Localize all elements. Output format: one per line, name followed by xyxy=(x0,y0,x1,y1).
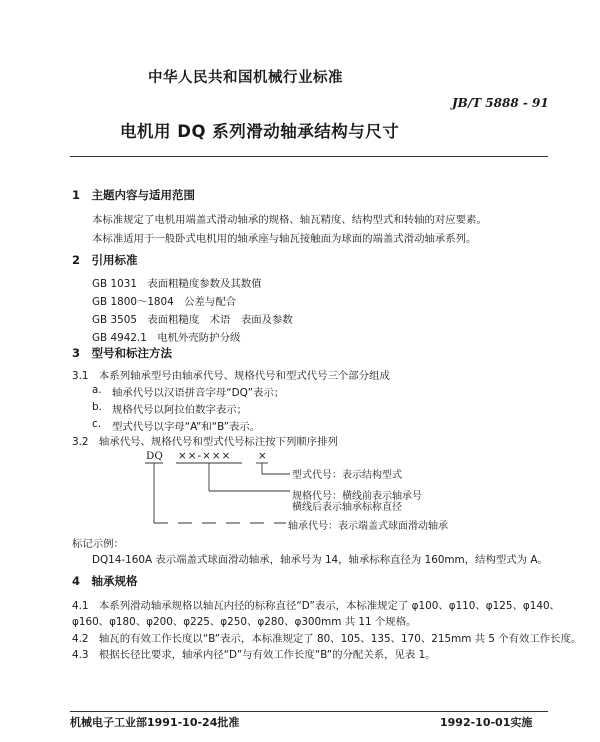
list-item-label: a. xyxy=(92,384,102,396)
clause-3-1: 3.1 本系列轴承型号由轴承代号、规格代号和型式代号三个部分组成 xyxy=(72,370,390,382)
list-item-text: 轴承代号以汉语拼音字母“DQ”表示； xyxy=(112,387,285,399)
list-item-text: 规格代号以阿拉伯数字表示； xyxy=(112,404,248,416)
footer-rule xyxy=(70,711,548,712)
section-2-heading: 2 引用标准 xyxy=(72,253,138,267)
reference-item: GB 3505 表面粗糙度 术语 表面及参数 xyxy=(92,314,293,326)
clause-3-2: 3.2 轴承代号、规格代号和型式代号标注按下列顺序排列 xyxy=(72,436,338,448)
list-item-text: 型式代号以字母“A”和“B”表示。 xyxy=(112,421,261,433)
diagram-bearing-label: 轴承代号：表示端盖式球面滑动轴承 xyxy=(288,521,448,532)
list-item-label: b. xyxy=(92,401,102,413)
list-item-label: c. xyxy=(92,418,102,430)
clause-4-3: 4.3 根据长径比要求，轴承内径“D”与有效工作长度“B”的分配关系，见表 1。 xyxy=(72,649,436,661)
section-1-heading: 1 主题内容与适用范围 xyxy=(72,188,196,202)
diagram-spec-code: ××-××× xyxy=(178,450,232,462)
clause-4-1-line-1: 4.1 本系列滑动轴承规格以轴瓦内径的标称直径“D”表示，本标准规定了 φ100、φ110、φ125、φ140、 xyxy=(72,600,560,612)
section-4-heading: 4 轴承规格 xyxy=(72,574,138,588)
diagram-type-label: 型式代号：表示结构型式 xyxy=(292,470,402,481)
issuing-authority: 中华人民共和国机械行业标准 xyxy=(148,70,343,86)
example-text: DQ14-160A 表示端盖式球面滑动轴承，轴承号为 14，轴承标称直径为 160mm，结构型式为 A。 xyxy=(92,554,548,566)
diagram-bearing-code: DQ xyxy=(146,450,163,462)
diagram-spec-label-2: 横线后表示轴承标称直径 xyxy=(292,502,402,513)
clause-4-1-line-2: φ160、φ180、φ200、φ225、φ250、φ280、φ300mm 共 11 个规格。 xyxy=(72,616,417,628)
diagram-type-code: × xyxy=(258,450,267,462)
clause-4-2: 4.2 轴瓦的有效工作长度以“B”表示，本标准规定了 80、105、135、170、215mm 共 5 个有效工作长度。 xyxy=(72,633,582,645)
reference-item: GB 4942.1 电机外壳防护分级 xyxy=(92,332,241,344)
section-1-paragraph-1: 本标准规定了电机用端盖式滑动轴承的规格、轴瓦精度、结构型式和转轴的对应要素。 xyxy=(92,214,487,226)
standard-code: JB/T 5888 - 91 xyxy=(452,96,549,110)
approval-date: 机械电子工业部1991-10-24批准 xyxy=(70,716,240,729)
example-label: 标记示例： xyxy=(72,538,124,550)
section-1-paragraph-2: 本标准适用于一般卧式电机用的轴承座与轴瓦接触面为球面的端盖式滑动轴承系列。 xyxy=(92,233,477,245)
document-title: 电机用 DQ 系列滑动轴承结构与尺寸 xyxy=(120,122,400,141)
implementation-date: 1992-10-01实施 xyxy=(440,716,533,729)
reference-item: GB 1031 表面粗糙度参数及其数值 xyxy=(92,278,262,290)
diagram-spec-label-1: 规格代号：横线前表示轴承号 xyxy=(292,491,422,502)
section-3-heading: 3 型号和标注方法 xyxy=(72,346,173,360)
reference-item: GB 1800～1804 公差与配合 xyxy=(92,296,237,308)
